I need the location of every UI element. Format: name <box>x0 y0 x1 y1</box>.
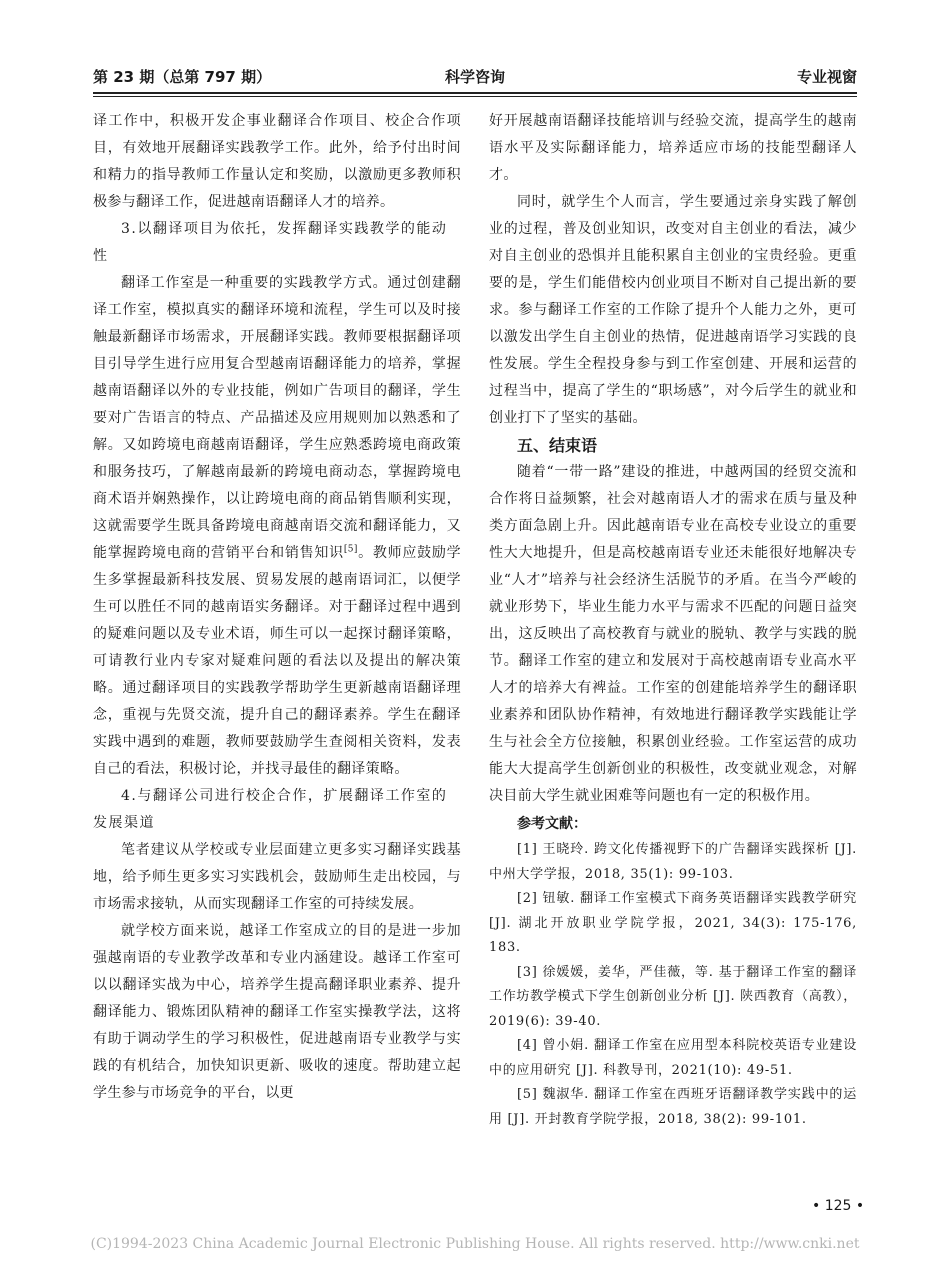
paragraph <box>93 270 461 783</box>
reference-item: [1] 王晓玲. 跨文化传播视野下的广告翻译实践探析 [J]. 中州大学学报，2018, 35(1): 99-103. <box>489 842 857 882</box>
paragraph: 随着“一带一路”建设的推进，中越两国的经贸交流和合作将日益频繁，社会对越南语人才的需求在质与量及种类方面急剧上升。因此越南语专业在高校专业设立的重要性大大地提升，但是高校越南语专业还未能很好地解决专业“人才”培养与社会经济生活脱节的矛盾。在当今严峻的就业形势下，毕业生能力水平与需求不匹配的问题日益突出，这反映出了高校教育与就业的脱轨、教学与实践的脱节。翻译工作室的建立和发展对于高校越南语专业高水平人才的培养大有裨益。工作室的创建能培养学生的翻译职业素养和团队协作精神，有效地进行翻译教学实践能让学生与社会全方位接触，积累创业经验。工作室运营的成功能大大提高学生创新创业的积极性，改变就业观念，对解决目前大学生就业困难等问题也有一定的积极作用。 <box>489 464 857 804</box>
column-label: 专业视窗 <box>796 68 857 86</box>
reference-item: [4] 曾小娟. 翻译工作室在应用型本科院校英语专业建设中的应用研究 [J]. 科教导刊，2021(10): 49-51. <box>489 1038 857 1078</box>
reference-item: [2] 钮敏. 翻译工作室模式下商务英语翻译实践教学研究 [J]. 湖北开放职业学院学报，2021, 34(3): 175-176, 183. <box>489 891 857 955</box>
paragraph: 同时，就学生个人而言，学生要通过亲身实践了解创业的过程，普及创业知识，改变对自主创业的看法，减少对自主创业的恐惧并且能积累自主创业的宝贵经验。更重要的是，学生们能借校内创业项目不断对自己提出新的要求。参与翻译工作室的工作除了提升个人能力之外，更可以激发出学生自主创业的热情，促进越南语学习实践的良性发展。学生全程投身参与到工作室创建、开展和运营的过程当中，提高了学生的“职场感”，对今后学生的就业和创业打下了坚实的基础。 <box>489 194 857 426</box>
paragraph: 好开展越南语翻译技能培训与经验交流，提高学生的越南语水平及实际翻译能力，培养适应市场的技能型翻译人才。 <box>489 113 857 183</box>
page-header <box>93 64 857 90</box>
section-title: 五、结束语 <box>517 436 598 455</box>
right-column <box>489 108 857 1132</box>
paragraph: 就学校方面来说，越译工作室成立的目的是进一步加强越南语的专业教学改革和专业内涵建设。越译工作室可以以翻译实战为中心，培养学生提高翻译职业素养、提升翻译能力、锻炼团队精神的翻译工作室实操教学法，这将有助于调动学生的学习积极性，促进越南语专业教学与实践的有机结合，加快知识更新、吸收的速度。帮助建立起学生参与市场竞争的平台，以更 <box>93 923 461 1101</box>
header-rule-thin <box>93 96 857 97</box>
reference-item: [5] 魏淑华. 翻译工作室在西班牙语翻译教学实践中的运用 [J]. 开封教育学院学报，2018, 38(2): 99-101. <box>489 1087 857 1127</box>
paragraph: 笔者建议从学校或专业层面建立更多实习翻译实践基地，给予师生更多实习实践机会，鼓励师生走出校园，与市场需求接轨，从而实现翻译工作室的可持续发展。 <box>93 842 461 912</box>
issue-label: 第 23 期（总第 797 期） <box>93 68 272 86</box>
paragraph-text: 翻译工作室是一种重要的实践教学方式。通过创建翻译工作室，模拟真实的翻译环境和流程，学生可以及时接触最新翻译市场需求，开展翻译实践。教师要根据翻译项目引导学生进行应用复合型越南语翻译能力的培养，掌握越南语翻译以外的专业技能，例如广告项目的翻译，学生要对广告语言的特点、产品描述及应用规则加以熟悉和了解。又如跨境电商越南语翻译，学生应熟悉跨境电商政策和服务技巧，了解越南最新的跨境电商动态，掌握跨境电商术语并娴熟操作，以让跨境电商的商品销售顺利实现，这就需要学生既具备跨境电商越南语交流和翻译能力，又能掌握跨境电商的营销平台和销售知识 <box>93 275 461 561</box>
subsection-heading-4: 4.与翻译公司进行校企合作，扩展翻译工作室的发展渠道 <box>93 788 448 831</box>
journal-title: 科学咨询 <box>444 68 506 86</box>
paragraph: 译工作中，积极开发企事业翻译合作项目、校企合作项目，有效地开展翻译实践教学工作。此外，给予付出时间和精力的指导教师工作量认定和奖励，以激励更多教师积极参与翻译工作，促进越南语翻译人才的培养。 <box>93 113 461 210</box>
paragraph-text: 。教师应鼓励学生多掌握最新科技发展、贸易发展的越南语词汇，以便学生可以胜任不同的越南语实务翻译。对于翻译过程中遇到的疑难问题以及专业术语，师生可以一起探讨翻译策略，可请教行业内专家对疑难问题的看法以及提出的解决策略。通过翻译项目的实践教学帮助学生更新越南语翻译理念，重视与先贤交流，提升自己的翻译素养。学生在翻译实践中遇到的难题，教师要鼓励学生查阅相关资料，发表自己的看法，积极讨论，并找寻最佳的翻译策略。 <box>93 545 462 777</box>
citation-mark: [5] <box>343 544 358 555</box>
references-title: 参考文献： <box>517 816 587 832</box>
page-number: • 125 • <box>812 1198 865 1214</box>
copyright-footer: (C)1994-2023 China Academic Journal Electronic Publishing House. All rights reserved. http://www.cnki.net <box>90 1236 860 1252</box>
reference-item: [3] 徐媛媛，姜华，严佳薇，等. 基于翻译工作室的翻译工作坊教学模式下学生创新创业分析 [J]. 陕西教育（高教），2019(6): 39-40. <box>489 964 857 1029</box>
header-rule-thick <box>93 92 857 94</box>
left-column <box>93 108 461 1107</box>
subsection-heading-3: 3.以翻译项目为依托，发挥翻译实践教学的能动性 <box>93 221 448 264</box>
